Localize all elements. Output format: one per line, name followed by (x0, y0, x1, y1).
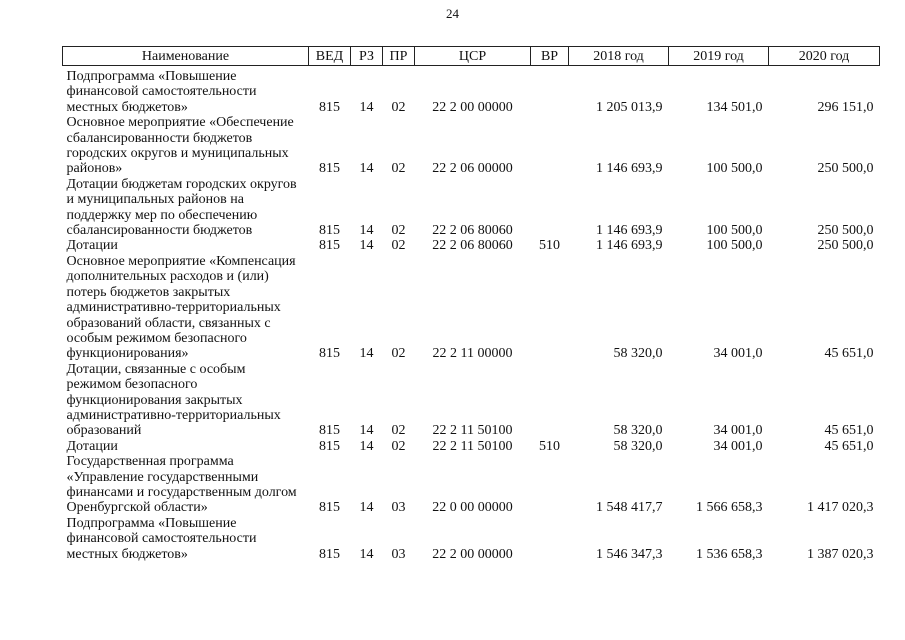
row-2020: 1 387 020,3 (807, 546, 874, 562)
row-2019: 34 001,0 (713, 438, 763, 454)
row-name: Государственная программа «Управление государственными финансами и государственным долгом Оренбургской области» (66, 454, 297, 516)
row-name: Основное мероприятие «Компенсация дополнительных расходов и (или) потерь бюджетов закрытых административно-территориальных образований области, связанных с особым режимом безопасного функционирования» (66, 253, 296, 362)
row-name: Подпрограмма «Повышение финансовой самостоятельности местных бюджетов» (66, 69, 257, 115)
row-ved: 815 (319, 161, 340, 177)
row-csr: 22 2 11 00000 (432, 346, 513, 362)
row-csr: 22 2 06 80060 (432, 223, 513, 239)
row-name: Дотации, связанные с особым режимом безопасного функционирования закрытых административно-территориальных образований (66, 361, 281, 439)
row-2019: 1 566 658,3 (696, 500, 763, 516)
row-rz: 14 (359, 546, 374, 562)
row-name: Дотации бюджетам городских округов и муниципальных районов на поддержку мер по обеспечению сбалансированности бюджетов (66, 176, 297, 239)
table-row (63, 66, 880, 116)
row-rz: 14 (359, 161, 374, 177)
row-2020: 250 500,0 (817, 238, 874, 254)
row-ved: 815 (319, 346, 340, 362)
row-rz: 14 (359, 438, 374, 454)
row-vr (531, 254, 569, 362)
row-2019: 34 001,0 (713, 423, 763, 439)
header-rz: РЗ (351, 47, 383, 66)
row-2020: 250 500,0 (817, 161, 874, 177)
row-pr: 02 (391, 423, 406, 439)
table-row (63, 362, 880, 439)
row-vr (531, 177, 569, 239)
row-2018: 1 548 417,7 (596, 500, 663, 516)
row-2018: 58 320,0 (613, 346, 663, 362)
table-row (63, 177, 880, 239)
row-2018: 1 146 693,9 (596, 238, 663, 254)
header-name: Наименование (63, 47, 309, 66)
row-pr: 03 (391, 500, 406, 516)
row-2019: 100 500,0 (706, 161, 763, 177)
table-row (63, 238, 880, 253)
row-ved: 815 (319, 546, 340, 562)
row-2018: 1 546 347,3 (596, 546, 663, 562)
row-csr: 22 2 11 50100 (432, 423, 513, 439)
row-vr (531, 454, 569, 516)
header-2018: 2018 год (569, 47, 669, 66)
row-vr (531, 115, 569, 177)
row-name: Основное мероприятие «Обеспечение сбалансированности бюджетов городских округов и муниципальных районов» (66, 115, 294, 177)
row-2019: 100 500,0 (706, 238, 763, 254)
row-2018: 1 205 013,9 (596, 99, 663, 115)
row-name: Дотации (66, 238, 118, 254)
header-pr: ПР (383, 47, 415, 66)
row-pr: 02 (391, 223, 406, 239)
row-vr (531, 362, 569, 439)
budget-table (62, 46, 880, 562)
page-number: 24 (446, 6, 459, 21)
row-2020: 250 500,0 (817, 223, 874, 239)
row-ved: 815 (319, 500, 340, 516)
row-2018: 1 146 693,9 (596, 161, 663, 177)
row-vr: 510 (539, 438, 560, 454)
row-rz: 14 (359, 99, 374, 115)
row-pr: 02 (391, 346, 406, 362)
row-pr: 02 (391, 438, 406, 454)
row-rz: 14 (359, 423, 374, 439)
header-2020: 2020 год (769, 47, 880, 66)
row-2019: 134 501,0 (706, 99, 763, 115)
row-2020: 1 417 020,3 (807, 500, 874, 516)
row-2020: 45 651,0 (824, 346, 874, 362)
row-2020: 45 651,0 (824, 438, 874, 454)
row-ved: 815 (319, 423, 340, 439)
row-rz: 14 (359, 238, 374, 254)
row-name: Дотации (66, 438, 118, 454)
row-vr (531, 516, 569, 562)
header-ved: ВЕД (309, 47, 351, 66)
table-header-row (63, 47, 880, 66)
row-2019: 34 001,0 (713, 346, 763, 362)
row-2018: 1 146 693,9 (596, 223, 663, 239)
table-row (63, 439, 880, 454)
row-pr: 03 (391, 546, 406, 562)
row-2019: 100 500,0 (706, 223, 763, 239)
row-vr (531, 66, 569, 116)
row-2018: 58 320,0 (613, 438, 663, 454)
row-csr: 22 2 00 00000 (432, 99, 513, 115)
row-csr: 22 0 00 00000 (432, 500, 513, 516)
row-rz: 14 (359, 223, 374, 239)
row-2018: 58 320,0 (613, 423, 663, 439)
row-vr: 510 (539, 238, 560, 254)
row-2020: 296 151,0 (817, 99, 874, 115)
table-row (63, 254, 880, 362)
table-row (63, 115, 880, 177)
row-csr: 22 2 06 80060 (432, 238, 513, 254)
row-csr: 22 2 00 00000 (432, 546, 513, 562)
table-row (63, 516, 880, 562)
row-ved: 815 (319, 99, 340, 115)
row-ved: 815 (319, 438, 340, 454)
table-row (63, 454, 880, 516)
header-vr: ВР (531, 47, 569, 66)
row-pr: 02 (391, 99, 406, 115)
row-csr: 22 2 11 50100 (432, 438, 513, 454)
row-ved: 815 (319, 238, 340, 254)
header-2019: 2019 год (669, 47, 769, 66)
row-pr: 02 (391, 161, 406, 177)
row-rz: 14 (359, 500, 374, 516)
row-2019: 1 536 658,3 (696, 546, 763, 562)
row-rz: 14 (359, 346, 374, 362)
row-csr: 22 2 06 00000 (432, 161, 513, 177)
row-2020: 45 651,0 (824, 423, 874, 439)
row-ved: 815 (319, 223, 340, 239)
row-pr: 02 (391, 238, 406, 254)
header-csr: ЦСР (415, 47, 531, 66)
row-name: Подпрограмма «Повышение финансовой самостоятельности местных бюджетов» (66, 515, 257, 562)
